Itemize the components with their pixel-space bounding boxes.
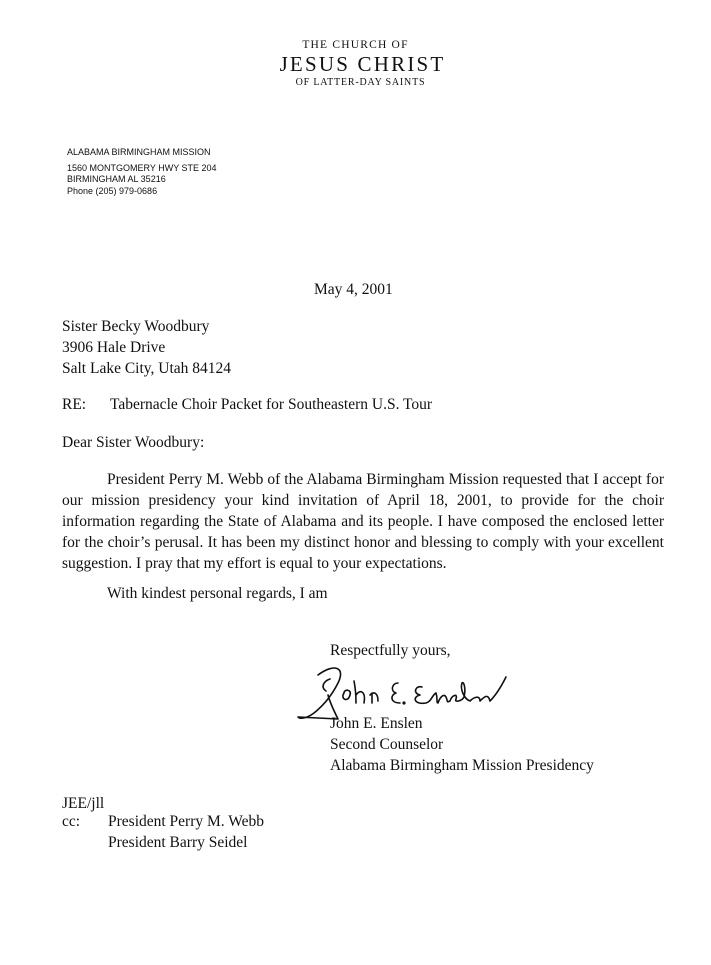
cc-recipient: President Barry Seidel [108, 834, 248, 851]
mission-street: 1560 MONTGOMERY HWY STE 204 [67, 162, 217, 173]
body-paragraph-text: President Perry M. Webb of the Alabama Birmingham Mission requested that I accept for our mission presidency your kind invitation of April 18, 2001, to provide for the choir information regarding the State of Alabama and its people. I have composed the enclosed letter for the choir’s perusal. It has been my distinct honor and blessing to comply with your excellent suggestion. I pray that my effort is equal to your expectations. [62, 471, 664, 572]
mission-name: ALABAMA BIRMINGHAM MISSION [67, 147, 211, 157]
letterhead-line-2: JESUS CHRIST [279, 52, 446, 76]
salutation: Dear Sister Woodbury: [62, 434, 205, 451]
closing-line: With kindest personal regards, I am [107, 585, 328, 602]
cc-row [62, 811, 264, 832]
signer-organization: Alabama Birmingham Mission Presidency [330, 757, 594, 774]
subject-label: RE: [62, 396, 87, 413]
letterhead-line-1: THE CHURCH OF [302, 39, 409, 51]
signer-name: John E. Enslen [330, 715, 423, 732]
subject-text: Tabernacle Choir Packet for Southeastern U.S. Tour [110, 396, 433, 413]
mission-phone: Phone (205) 979-0686 [67, 185, 158, 196]
mission-address-block [67, 147, 217, 197]
signer-block [330, 713, 594, 776]
mission-city: BIRMINGHAM AL 35216 [67, 174, 166, 184]
recipient-city: Salt Lake City, Utah 84124 [62, 360, 232, 377]
complimentary-close: Respectfully yours, [330, 642, 451, 659]
signer-title: Second Counselor [330, 736, 444, 753]
cc-block [62, 811, 264, 853]
cc-row [62, 832, 264, 853]
letterhead-line-3: OF LATTER-DAY SAINTS [295, 77, 426, 88]
church-letterhead [0, 38, 711, 89]
reference-initials: JEE/jll [62, 795, 105, 812]
recipient-name: Sister Becky Woodbury [62, 318, 210, 335]
recipient-address [62, 316, 231, 379]
subject-line [62, 394, 432, 415]
cc-recipient: President Perry M. Webb [108, 813, 265, 830]
body-paragraph [62, 469, 664, 574]
cc-label: cc: [62, 813, 81, 830]
letter-date: May 4, 2001 [314, 281, 393, 298]
recipient-street: 3906 Hale Drive [62, 339, 166, 356]
